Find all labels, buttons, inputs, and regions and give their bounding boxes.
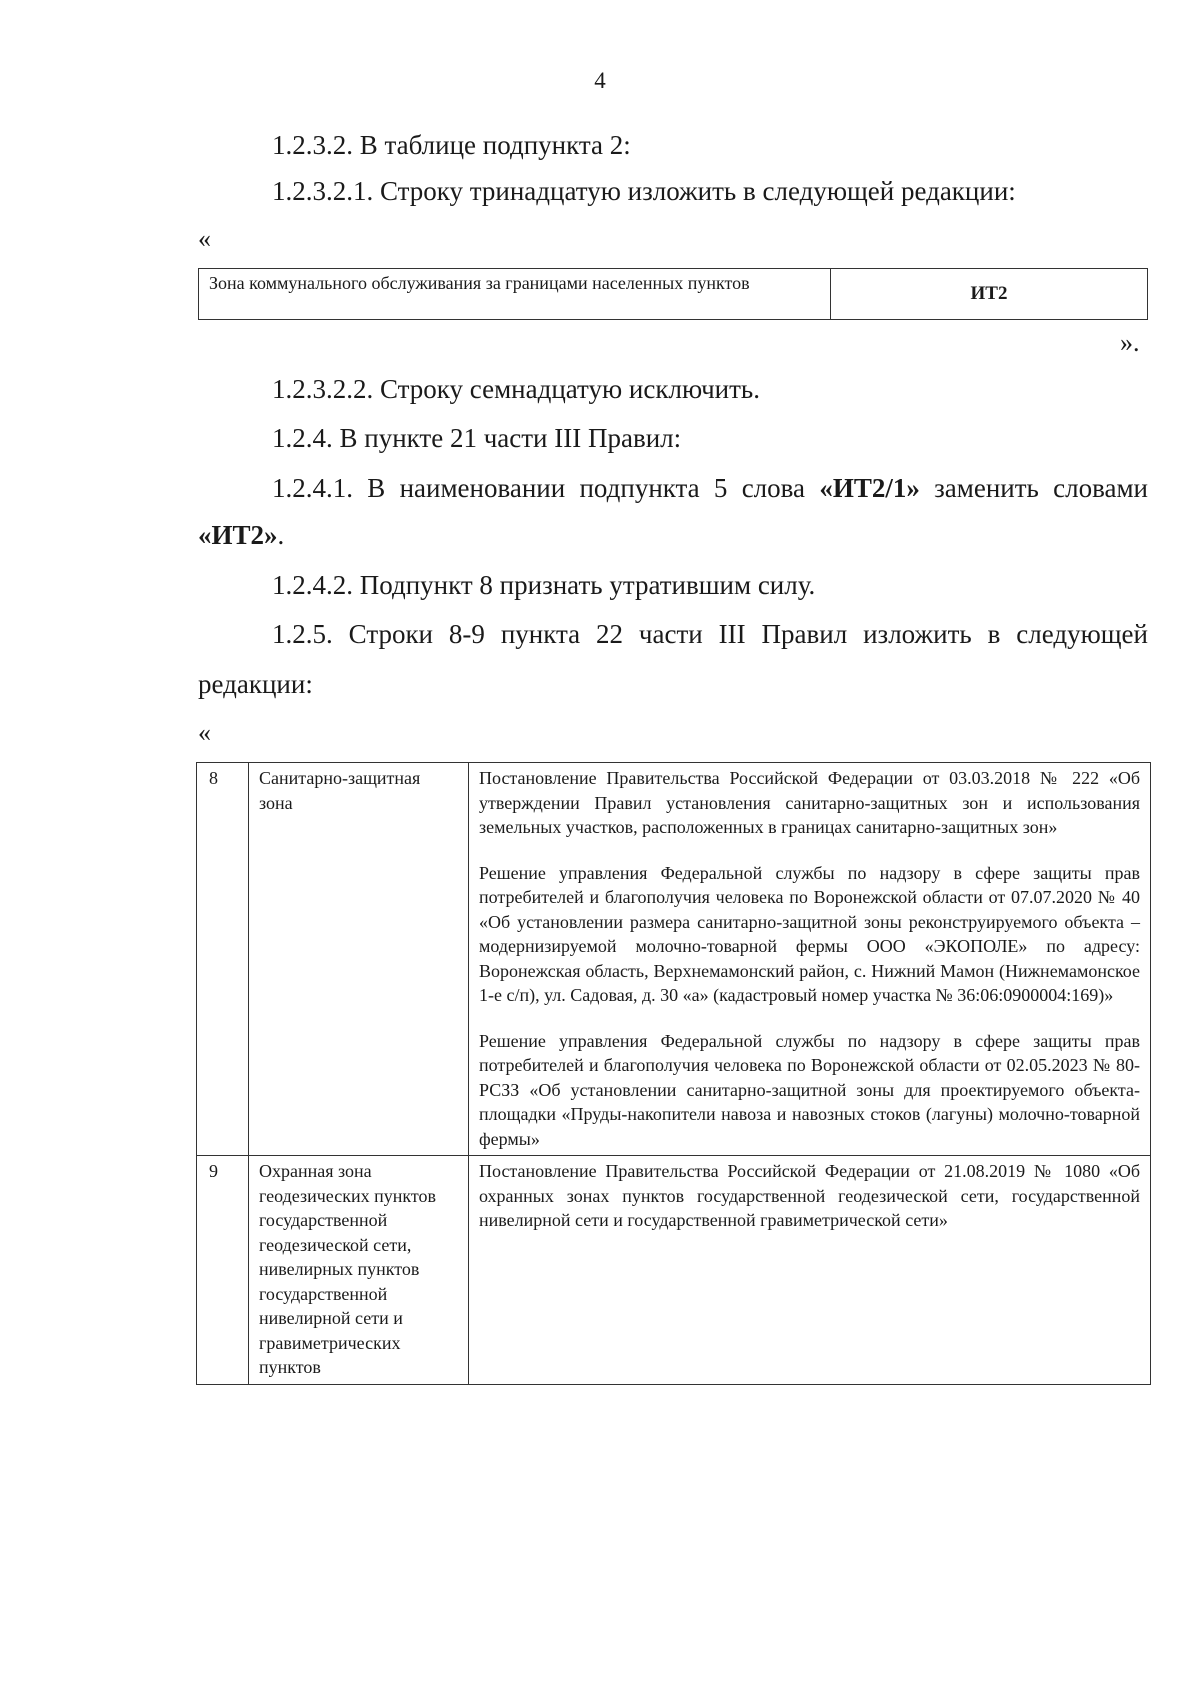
legal-document: Постановление Правительства Российской Федерации от 03.03.2018 № 222 «Об утверждении Правил установления санитарно-защитных зон и использования земельных участков, расположенных в границах санитарно-защитных зон»	[479, 768, 1140, 837]
closing-quote: ».	[1120, 328, 1140, 357]
paragraph-1-2-4-2: 1.2.4.2. Подпункт 8 признать утратившим силу.	[272, 570, 816, 600]
text-segment: .	[277, 520, 285, 550]
page-number: 4	[594, 68, 606, 93]
paragraph-1-2-3-2-2: 1.2.3.2.2. Строку семнадцатую исключить.	[272, 374, 760, 404]
legal-documents-cell	[469, 763, 1151, 1156]
paragraph-1-2-4-1-continued	[198, 518, 284, 552]
paragraph-1-2-4: 1.2.4. В пункте 21 части III Правил:	[272, 423, 682, 453]
paragraph-1-2-4-1	[272, 471, 1148, 505]
paragraph-1-2-5-continued: редакции:	[198, 669, 313, 699]
new-code: «ИТ2»	[198, 520, 278, 550]
opening-quote: «	[198, 224, 211, 253]
text-segment: 1.2.4.1. В наименовании подпункта 5 слова	[272, 473, 820, 503]
legal-document: Решение управления Федеральной службы по надзору в сфере защиты прав потребителей и благополучия человека по Воронежской области от 07.07.2020 № 40 «Об установлении размера санитарно-защитной зоны реконструируемого объекта – модернизируемой молочно-товарной фермы ООО «ЭКОПОЛЕ» по адресу: Воронежская область, Верхнемамонский район, с. Нижний Мамон (Нижнемамонское 1-е с/п), ул. Садовая, д. 30 «а» (кадастровый номер участка № 36:06:0900004:169)»	[479, 862, 1140, 1005]
zone-name-cell: Охранная зона геодезических пунктов государственной геодезической сети, нивелирных пунктов государственной нивелирной сети и гравиметрических пунктов	[249, 1156, 469, 1385]
paragraph-1-2-5: 1.2.5. Строки 8-9 пункта 22 части III Правил изложить в следующей	[272, 619, 1148, 649]
paragraph-1-2-3-2-1: 1.2.3.2.1. Строку тринадцатую изложить в следующей редакции:	[272, 176, 1016, 206]
legal-documents-cell	[469, 1156, 1151, 1385]
paragraph-1-2-3-2: 1.2.3.2. В таблице подпункта 2:	[272, 130, 631, 160]
protection-zones-table	[196, 762, 1151, 1385]
zone-table-row	[198, 268, 1148, 320]
zone-code-cell: ИТ2	[970, 283, 1008, 304]
legal-document: Постановление Правительства Российской Федерации от 21.08.2019 № 1080 «Об охранных зонах пунктов государственной геодезической сети, государственной нивелирной сети и государственной гравиметрической сети»	[479, 1161, 1140, 1230]
old-code: «ИТ2/1»	[819, 473, 920, 503]
table-row	[197, 763, 1151, 1156]
zone-name-cell: Зона коммунального обслуживания за границами населенных пунктов	[199, 269, 831, 319]
row-number-cell: 9	[197, 1156, 249, 1385]
row-number-cell: 8	[197, 763, 249, 1156]
zone-name-cell: Санитарно-защитная зона	[249, 763, 469, 1156]
table-row	[197, 1156, 1151, 1385]
legal-document: Решение управления Федеральной службы по надзору в сфере защиты прав потребителей и благополучия человека по Воронежской области от 02.05.2023 № 80-РСЗЗ «Об установлении санитарно-защитной зоны для проектируемого объекта-площадки «Пруды-накопители навоза и навозных стоков (лагуны) молочно-товарной фермы»	[479, 1030, 1140, 1149]
text-segment: заменить словами	[919, 473, 1148, 503]
opening-quote-2: «	[198, 718, 211, 747]
